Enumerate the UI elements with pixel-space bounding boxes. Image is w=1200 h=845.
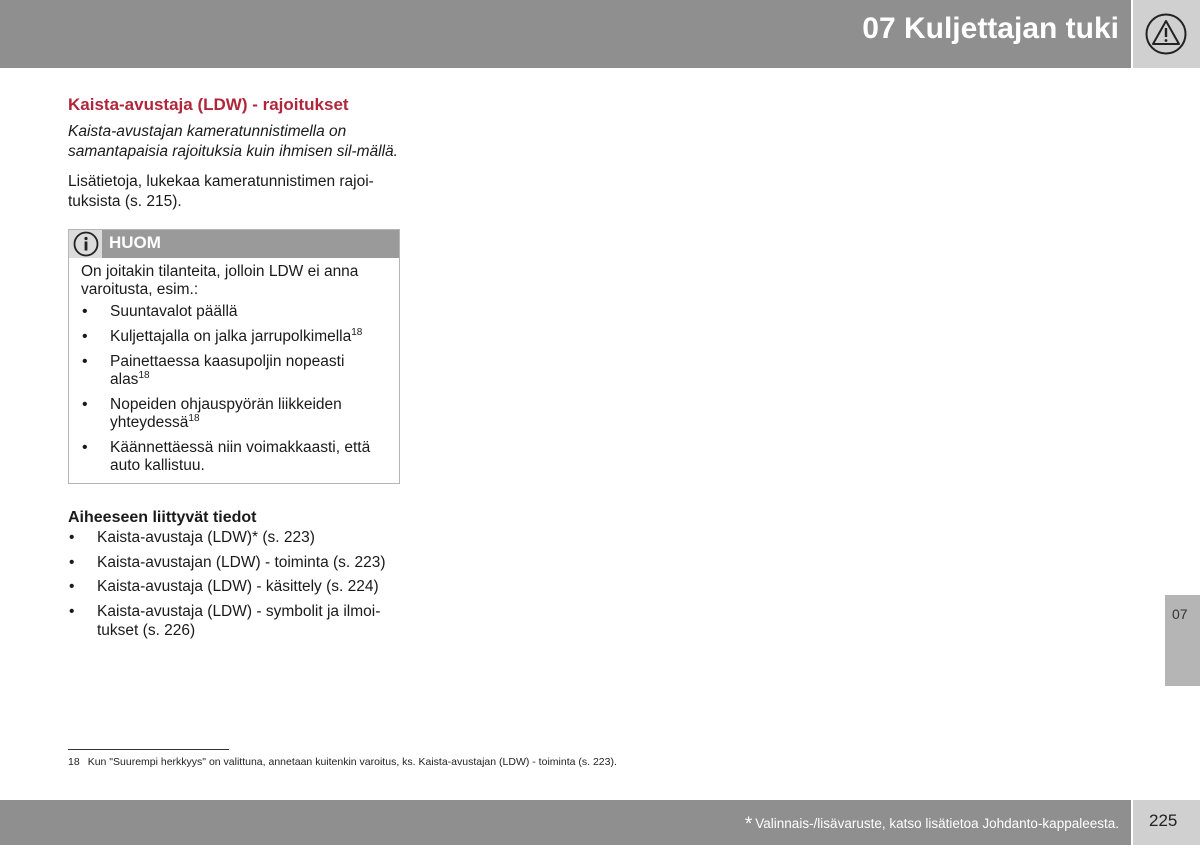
- note-list: [81, 303, 387, 475]
- note-list-item: • Painettaessa kaasupoljin nopeasti alas$^{18}$: [81, 353, 387, 389]
- note-list-item: • Kuljettajalla on jalka jarrupolkimella$^{18}$: [81, 328, 387, 346]
- note-icon-cell: [69, 230, 102, 258]
- chapter-title: 07 Kuljettajan tuki: [862, 12, 1119, 45]
- note-list-item: • Suuntavalot päällä: [81, 303, 387, 321]
- footer-star: *: [744, 814, 753, 835]
- footer-bar: [0, 800, 1131, 845]
- related-link[interactable]: • Kaista-avustajan (LDW) - toiminta (s. 223): [68, 553, 400, 572]
- footer-note: [745, 814, 1119, 836]
- header-icon-box: [1133, 0, 1200, 68]
- note-label: HUOM: [109, 233, 161, 252]
- related-link[interactable]: • Kaista-avustaja (LDW)* (s. 223): [68, 528, 400, 547]
- section-title: Kaista-avustaja (LDW) - rajoitukset: [68, 95, 349, 114]
- footer-note-text: Valinnais-/lisävaruste, katso lisätietoa Johdanto-kappaleesta.: [755, 816, 1119, 831]
- section-intro: Kaista-avustajan kameratunnistimella on samantapaisia rajoituksia kuin ihmisen sil-mällä.: [68, 123, 398, 160]
- note-box: [68, 229, 400, 484]
- related-title: Aiheeseen liittyvät tiedot: [68, 509, 257, 526]
- footnote-text: Kun "Suurempi herkkyys" on valittuna, annetaan kuitenkin varoitus, ks. Kaista-avustajan (LDW) - toiminta (s. 223).: [87, 756, 617, 768]
- related-list: [68, 528, 400, 640]
- note-list-item: • Käännettäessä niin voimakkaasti, että auto kallistuu.: [81, 439, 387, 475]
- footnote-divider: [68, 749, 229, 750]
- info-icon: [73, 231, 99, 257]
- header-bar: [0, 0, 1131, 68]
- warning-triangle-icon: [1144, 13, 1188, 55]
- footnote-ref: 18: [138, 370, 150, 381]
- footnote-number: 18: [68, 756, 80, 768]
- page-number: 225: [1149, 811, 1178, 830]
- related-link[interactable]: • Kaista-avustaja (LDW) - symbolit ja ilmoi-tukset (s. 226): [68, 602, 400, 640]
- main-content: [68, 94, 400, 645]
- footnote-ref: 18: [188, 413, 200, 424]
- note-list-item: • Nopeiden ohjauspyörän liikkeiden yhteydessä$^{18}$: [81, 396, 387, 432]
- note-intro: On joitakin tilanteita, jolloin LDW ei anna varoitusta, esim.:: [81, 263, 359, 298]
- note-body: [69, 258, 399, 483]
- chapter-tab-label: 07: [1172, 606, 1188, 622]
- footnote-ref: 18: [351, 327, 363, 338]
- chapter-tab[interactable]: [1165, 595, 1200, 686]
- related-link[interactable]: • Kaista-avustaja (LDW) - käsittely (s. 224): [68, 577, 400, 596]
- note-header: [69, 230, 399, 258]
- page-number-box: [1133, 800, 1200, 845]
- section-paragraph: Lisätietoja, lukekaa kameratunnistimen rajoi-tuksista (s. 215).: [68, 173, 374, 210]
- footnote: [68, 756, 617, 768]
